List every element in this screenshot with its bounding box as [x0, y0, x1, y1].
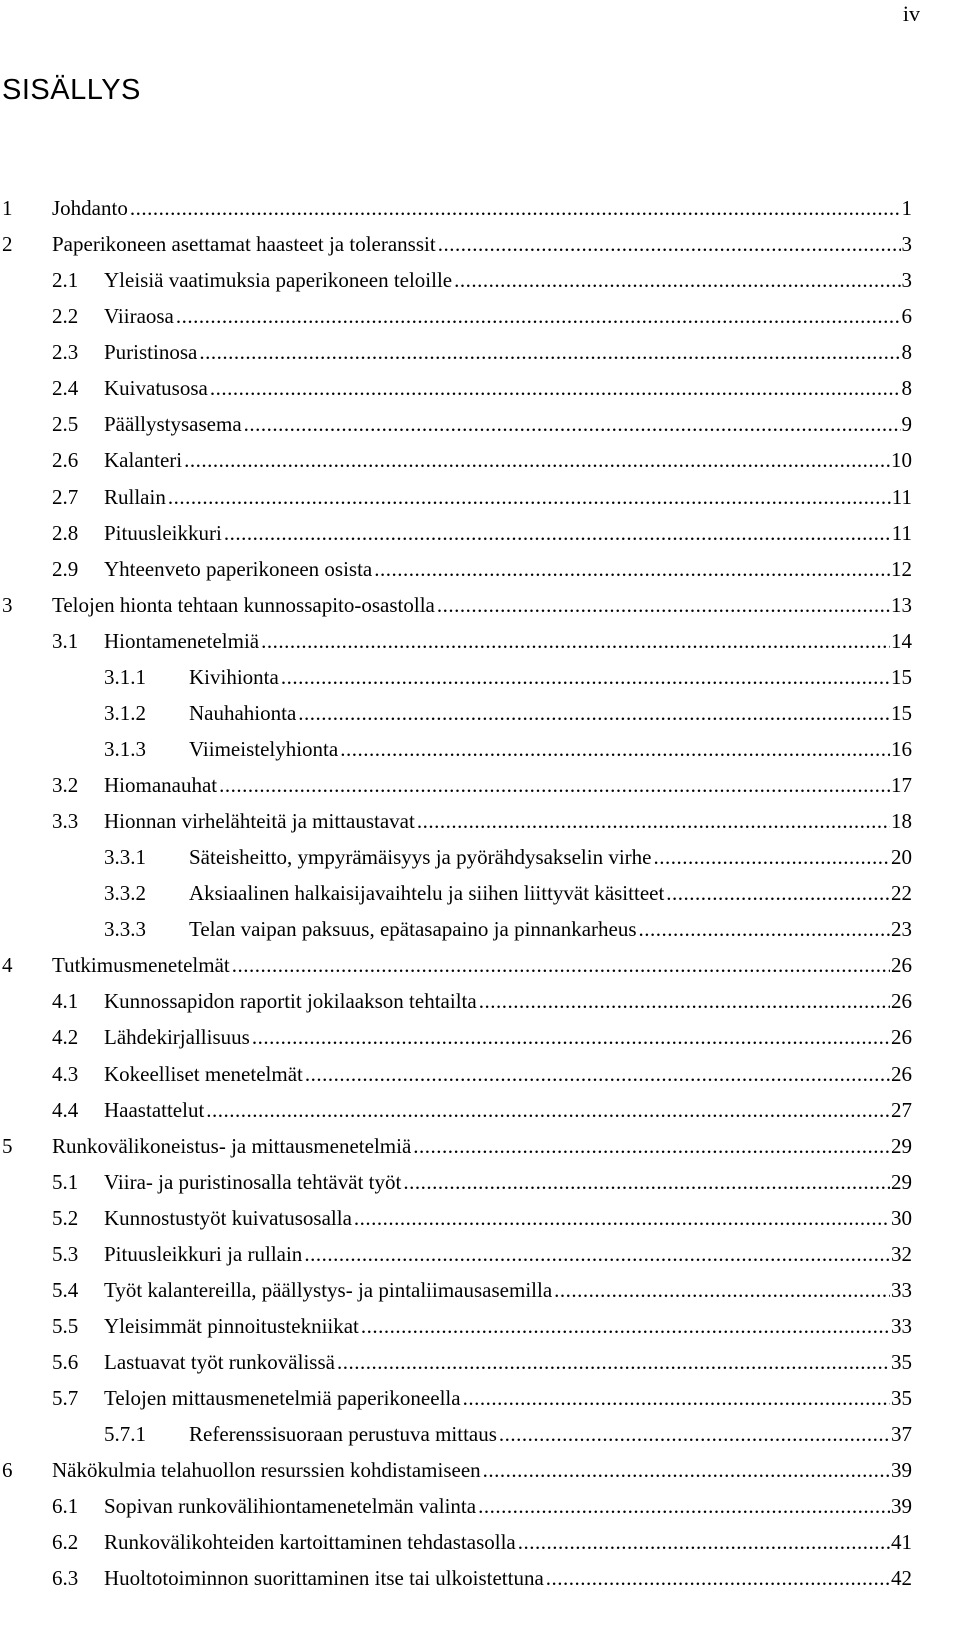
- toc-entry-number: 3.3.2: [104, 881, 146, 906]
- toc-entry-number: 2.1: [52, 268, 79, 293]
- toc-entry-page: 26: [891, 989, 912, 1014]
- toc-entry[interactable]: [0, 1308, 912, 1344]
- toc-entry-line: [104, 1164, 912, 1200]
- toc-entry[interactable]: [0, 551, 912, 587]
- toc-entry-number: 2: [2, 232, 13, 257]
- dot-leader: [483, 1452, 890, 1488]
- dot-leader: [666, 875, 890, 911]
- toc-entry-title: Pituusleikkuri ja rullain: [104, 1241, 303, 1266]
- toc-entry-title: Yleisimmät pinnoitustekniikat: [104, 1313, 359, 1338]
- toc-entry-page: 17: [891, 773, 912, 797]
- toc-entry-line: [104, 1560, 912, 1596]
- toc-entry-title: Aksiaalinen halkaisijavaihtelu ja siihen liittyvät käsitteet: [189, 881, 665, 906]
- toc-entry-number: 5.1: [52, 1169, 79, 1194]
- toc-entry-line: [52, 226, 912, 262]
- toc-entry-line: [104, 262, 912, 298]
- toc-entry-line: [189, 839, 912, 875]
- toc-entry-page: 30: [891, 1205, 912, 1230]
- dot-leader: [224, 515, 891, 551]
- dot-leader: [639, 911, 890, 947]
- dot-leader: [232, 947, 890, 983]
- toc-entry-number: 1: [2, 196, 13, 220]
- toc-entry-number: 3.3: [52, 809, 79, 834]
- toc-entry-page: 37: [891, 1422, 912, 1447]
- toc-entry-title: Säteisheitto, ympyrämäisyys ja pyörähdysakselin virhe: [189, 845, 652, 870]
- toc-entry[interactable]: [0, 1164, 912, 1200]
- toc-entry-line: [104, 1488, 912, 1524]
- toc-entry-page: 35: [891, 1386, 912, 1411]
- dot-leader: [176, 298, 901, 334]
- toc-entry[interactable]: [0, 947, 912, 983]
- toc-entry-line: [104, 623, 912, 659]
- toc-entry[interactable]: [0, 298, 912, 334]
- toc-entry-title: Päällystysasema: [104, 412, 242, 437]
- toc-entry-line: [104, 370, 912, 406]
- dot-leader: [361, 1308, 890, 1344]
- toc-entry-title: Lähdekirjallisuus: [104, 1025, 250, 1050]
- toc-entry-number: 3.1: [52, 628, 79, 653]
- toc-entry-title: Kivihionta: [189, 664, 279, 689]
- toc-entry[interactable]: [0, 442, 912, 478]
- toc-entry-title: Referenssisuoraan perustuva mittaus: [189, 1422, 497, 1447]
- toc-entry-page: 8: [901, 340, 912, 365]
- toc-entry-page: 9: [901, 412, 912, 437]
- dot-leader: [417, 803, 890, 839]
- toc-entry-title: Viira- ja puristinosalla tehtävät työt: [104, 1169, 402, 1194]
- toc-entry-title: Puristinosa: [104, 340, 198, 365]
- toc-entry-number: 5.5: [52, 1313, 79, 1338]
- toc-entry[interactable]: [0, 1452, 912, 1488]
- toc-entry-line: [104, 406, 912, 442]
- toc-entry-title: Paperikoneen asettamat haasteet ja toleranssit: [52, 232, 436, 257]
- dot-leader: [244, 406, 901, 442]
- toc-entry[interactable]: [0, 1272, 912, 1308]
- toc-entry[interactable]: [0, 803, 912, 839]
- toc-entry[interactable]: [0, 1019, 912, 1055]
- toc-entry-line: [104, 442, 912, 478]
- toc-entry-number: 3.3.3: [104, 917, 146, 942]
- dot-leader: [437, 587, 890, 623]
- toc-entry[interactable]: [0, 334, 912, 370]
- toc-entry-page: 12: [891, 556, 912, 581]
- toc-entry-number: 6.1: [52, 1494, 79, 1519]
- toc-entry[interactable]: [0, 1416, 912, 1452]
- dot-leader: [252, 1019, 890, 1055]
- toc-entry-number: 5: [2, 1133, 13, 1158]
- dot-leader: [261, 623, 890, 659]
- toc-entry-title: Viiraosa: [104, 304, 174, 329]
- toc-entry-title: Runkovälikoneistus- ja mittausmenetelmiä: [52, 1133, 412, 1158]
- toc-entry-title: Kalanteri: [104, 448, 183, 473]
- toc-entry[interactable]: [0, 695, 912, 731]
- dot-leader: [479, 983, 890, 1019]
- toc-entry-number: 3.1.2: [104, 700, 146, 725]
- toc-entry[interactable]: [0, 1200, 912, 1236]
- toc-entry[interactable]: [0, 370, 912, 406]
- toc-entry-page: 13: [891, 592, 912, 617]
- toc-entry-line: [189, 695, 912, 731]
- toc-entry-number: 6.2: [52, 1530, 79, 1555]
- toc-entry-number: 2.4: [52, 376, 79, 401]
- toc-entry-title: Huoltotoiminnon suorittaminen itse tai ulkoistettuna: [104, 1566, 544, 1591]
- toc-entry[interactable]: [0, 983, 912, 1019]
- dot-leader: [298, 695, 890, 731]
- toc-entry-title: Telan vaipan paksuus, epätasapaino ja pinnankarheus: [189, 917, 637, 942]
- dot-leader: [304, 1236, 890, 1272]
- toc-entry[interactable]: [0, 1560, 912, 1596]
- dot-leader: [337, 1344, 890, 1380]
- toc-entry-line: [189, 659, 912, 695]
- toc-entry-line: [52, 947, 912, 983]
- toc-entry-line: [104, 515, 912, 551]
- toc-entry-title: Haastattelut: [104, 1097, 205, 1122]
- toc-entry[interactable]: [0, 767, 912, 803]
- toc-entry-title: Pituusleikkuri: [104, 520, 222, 545]
- toc-entry[interactable]: [0, 262, 912, 298]
- toc-entry-title: Näkökulmia telahuollon resurssien kohdistamiseen: [52, 1458, 481, 1483]
- toc-entry-line: [104, 803, 912, 839]
- toc-entry-page: 23: [891, 917, 912, 942]
- toc-entry[interactable]: [0, 226, 912, 262]
- dot-leader: [518, 1524, 890, 1560]
- dot-leader: [438, 226, 901, 262]
- toc-entry-number: 3.1.1: [104, 664, 146, 689]
- toc-entry-page: 41: [891, 1530, 912, 1555]
- toc-entry-number: 3.1.3: [104, 736, 146, 761]
- toc-entry[interactable]: [0, 190, 912, 226]
- toc-entry[interactable]: [0, 479, 912, 515]
- toc-entry-line: [104, 767, 912, 803]
- toc-entry[interactable]: [0, 1524, 912, 1560]
- toc-entry-number: 5.2: [52, 1205, 79, 1230]
- toc-entry-number: 5.4: [52, 1277, 79, 1302]
- dot-leader: [554, 1272, 890, 1308]
- toc-entry[interactable]: [0, 1236, 912, 1272]
- toc-entry-line: [104, 334, 912, 370]
- toc-entry-number: 6: [2, 1458, 13, 1483]
- toc-entry[interactable]: [0, 1380, 912, 1416]
- toc-entry-number: 5.7: [52, 1386, 79, 1411]
- dot-leader: [354, 1200, 890, 1236]
- toc-entry-line: [52, 190, 912, 226]
- toc-entry-page: 32: [891, 1241, 912, 1266]
- toc-entry-page: 26: [891, 1025, 912, 1050]
- toc-entry-number: 2.8: [52, 520, 79, 545]
- toc-entry-page: 27: [891, 1097, 912, 1122]
- toc-entry-title: Kokeelliset menetelmät: [104, 1061, 303, 1086]
- toc-entry-page: 14: [891, 628, 912, 653]
- toc-entry-number: 2.5: [52, 412, 79, 437]
- toc-entry-line: [104, 1524, 912, 1560]
- toc-entry[interactable]: [0, 587, 912, 623]
- toc-entry-title: Telojen mittausmenetelmiä paperikoneella: [104, 1386, 461, 1411]
- toc-entry-page: 6: [901, 304, 912, 329]
- toc-entry[interactable]: [0, 875, 912, 911]
- toc-entry-line: [189, 911, 912, 947]
- toc-entry-title: Yhteenveto paperikoneen osista: [104, 556, 373, 581]
- toc-entry-page: 16: [891, 736, 912, 761]
- dot-leader: [168, 479, 891, 515]
- toc-entry-page: 35: [891, 1350, 912, 1374]
- toc-entry-line: [104, 298, 912, 334]
- toc-entry-line: [104, 1272, 912, 1308]
- toc-entry-number: 2.7: [52, 484, 79, 509]
- toc-entry-title: Yleisiä vaatimuksia paperikoneen teloille: [104, 268, 453, 293]
- toc-entry-page: 15: [891, 700, 912, 725]
- toc-entry[interactable]: [0, 839, 912, 875]
- toc-entry-page: 3: [901, 232, 912, 257]
- toc-entry-line: [104, 1200, 912, 1236]
- dot-leader: [374, 551, 890, 587]
- toc-entry-line: [104, 1019, 912, 1055]
- toc-entry-page: 8: [901, 376, 912, 401]
- toc-entry-line: [104, 551, 912, 587]
- toc-entry-number: 5.7.1: [104, 1422, 146, 1447]
- toc-entry-line: [52, 1452, 912, 1488]
- dot-leader: [199, 334, 900, 370]
- toc-entry-number: 6.3: [52, 1566, 79, 1591]
- dot-leader: [184, 442, 890, 478]
- dot-leader: [340, 731, 890, 767]
- toc-entry-line: [104, 479, 912, 515]
- toc-entry-line: [104, 1380, 912, 1416]
- dot-leader: [219, 767, 890, 803]
- table-of-contents: [0, 190, 912, 1596]
- toc-entry-line: [104, 1308, 912, 1344]
- toc-entry[interactable]: [0, 623, 912, 659]
- toc-entry-number: 2.3: [52, 340, 79, 365]
- dot-leader: [499, 1416, 890, 1452]
- dot-leader: [281, 659, 890, 695]
- toc-entry-line: [189, 731, 912, 767]
- toc-entry-title: Johdanto: [52, 196, 128, 220]
- toc-entry[interactable]: [0, 406, 912, 442]
- toc-entry-page: 42: [891, 1566, 912, 1591]
- toc-entry-page: 11: [891, 520, 912, 545]
- toc-entry-page: 11: [891, 484, 912, 509]
- toc-entry-page: 20: [891, 845, 912, 870]
- toc-entry[interactable]: [0, 515, 912, 551]
- toc-entry-number: 5.3: [52, 1241, 79, 1266]
- toc-entry-number: 2.2: [52, 304, 79, 329]
- toc-entry-page: 26: [891, 953, 912, 978]
- toc-entry-line: [104, 1092, 912, 1128]
- toc-entry[interactable]: [0, 1092, 912, 1128]
- toc-entry-page: 3: [901, 268, 912, 293]
- toc-entry-title: Työt kalantereilla, päällystys- ja pintaliimausasemilla: [104, 1277, 553, 1302]
- toc-entry-number: 4.2: [52, 1025, 79, 1050]
- toc-entry-line: [104, 983, 912, 1019]
- page-title: SISÄLLYS: [2, 74, 141, 106]
- page-number: iv: [902, 1, 920, 26]
- toc-entry-title: Kunnossapidon raportit jokilaakson tehtailta: [104, 989, 477, 1014]
- toc-entry-number: 3: [2, 592, 13, 617]
- toc-entry[interactable]: [0, 731, 912, 767]
- toc-entry-number: 3.2: [52, 773, 79, 797]
- dot-leader: [463, 1380, 890, 1416]
- toc-entry-title: Kunnostustyöt kuivatusosalla: [104, 1205, 352, 1230]
- toc-entry-page: 22: [891, 881, 912, 906]
- toc-entry-page: 29: [891, 1169, 912, 1194]
- toc-entry-page: 10: [891, 448, 912, 473]
- toc-entry-page: 33: [891, 1277, 912, 1302]
- toc-entry-title: Runkovälikohteiden kartoittaminen tehdastasolla: [104, 1530, 516, 1555]
- dot-leader: [130, 190, 901, 226]
- toc-entry-page: 26: [891, 1061, 912, 1086]
- toc-entry-title: Rullain: [104, 484, 166, 509]
- dot-leader: [206, 1092, 890, 1128]
- toc-entry-page: 33: [891, 1313, 912, 1338]
- toc-entry-page: 39: [891, 1494, 912, 1519]
- dot-leader: [454, 262, 900, 298]
- dot-leader: [305, 1056, 890, 1092]
- dot-leader: [654, 839, 891, 875]
- dot-leader: [403, 1164, 890, 1200]
- dot-leader: [478, 1488, 890, 1524]
- toc-entry-title: Lastuavat työt runkovälissä: [104, 1350, 335, 1374]
- toc-entry[interactable]: [0, 1056, 912, 1092]
- toc-entry-number: 4.3: [52, 1061, 79, 1086]
- dot-leader: [210, 370, 901, 406]
- toc-entry-title: Sopivan runkovälihiontamenetelmän valinta: [104, 1494, 477, 1519]
- toc-entry-number: 4.4: [52, 1097, 79, 1122]
- toc-entry[interactable]: [0, 659, 912, 695]
- toc-entry-number: 3.3.1: [104, 845, 146, 870]
- toc-entry-page: 39: [891, 1458, 912, 1483]
- toc-entry-number: 4: [2, 953, 13, 978]
- toc-entry-page: 1: [901, 196, 912, 220]
- toc-entry-line: [104, 1056, 912, 1092]
- toc-entry[interactable]: [0, 1128, 912, 1164]
- toc-entry-title: Telojen hionta tehtaan kunnossapito-osastolla: [52, 592, 435, 617]
- toc-entry[interactable]: [0, 1488, 912, 1524]
- toc-entry-page: 29: [891, 1133, 912, 1158]
- toc-entry-title: Hiomanauhat: [104, 773, 218, 797]
- toc-entry-page: 18: [891, 809, 912, 834]
- toc-entry-line: [104, 1344, 912, 1380]
- toc-entry-line: [189, 875, 912, 911]
- toc-entry-title: Tutkimusmenetelmät: [52, 953, 230, 978]
- toc-entry-number: 2.9: [52, 556, 79, 581]
- toc-entry-title: Hiontamenetelmiä: [104, 628, 260, 653]
- toc-entry-title: Nauhahionta: [189, 700, 297, 725]
- dot-leader: [546, 1560, 890, 1596]
- toc-entry-page: 15: [891, 664, 912, 689]
- dot-leader: [413, 1128, 890, 1164]
- toc-entry-number: 4.1: [52, 989, 79, 1014]
- toc-entry-title: Viimeistelyhionta: [189, 736, 339, 761]
- toc-entry-line: [52, 1128, 912, 1164]
- toc-entry-line: [52, 587, 912, 623]
- toc-entry-title: Hionnan virhelähteitä ja mittaustavat: [104, 809, 415, 834]
- toc-entry-number: 5.6: [52, 1350, 79, 1374]
- toc-entry[interactable]: [0, 911, 912, 947]
- toc-entry-line: [189, 1416, 912, 1452]
- toc-entry-line: [104, 1236, 912, 1272]
- toc-entry-title: Kuivatusosa: [104, 376, 208, 401]
- toc-entry-number: 2.6: [52, 448, 79, 473]
- toc-entry[interactable]: [0, 1344, 912, 1380]
